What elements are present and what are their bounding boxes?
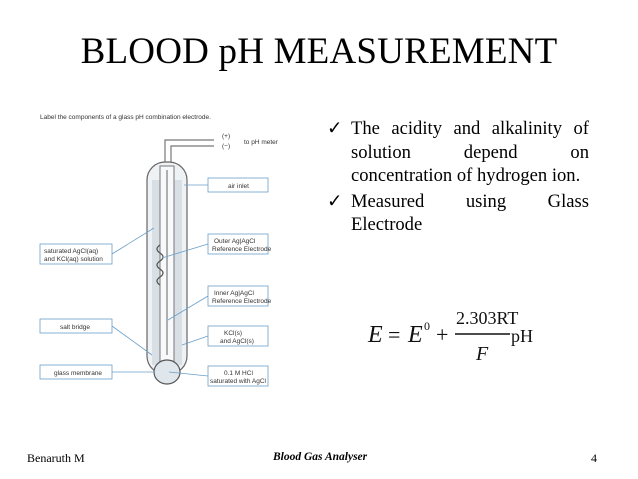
equation-suffix: pH	[511, 326, 533, 346]
label-inner-ref-2: Reference Electrode	[212, 298, 272, 305]
label-salt-bridge: salt bridge	[60, 324, 90, 331]
svg-text:=: =	[388, 322, 401, 347]
label-inner-ref-1: Inner Ag|AgCl	[214, 290, 254, 297]
terminal-plus: (+)	[222, 133, 231, 140]
diagram-heading: Label the components of a glass pH combination electrode.	[40, 114, 211, 121]
equation-e0-sup: 0	[424, 319, 430, 333]
slide-title: BLOOD pH MEASUREMENT	[80, 31, 558, 72]
label-kcl-1: KCl(s)	[224, 330, 243, 337]
label-saturated-2: and KCl(aq) solution	[44, 256, 103, 263]
bullet-item	[327, 117, 589, 188]
svg-text:+: +	[436, 322, 449, 347]
bullet-item	[327, 190, 589, 237]
label-hcl-2: saturated with AgCl	[210, 378, 267, 385]
label-outer-ref-1: Outer Ag|AgCl	[214, 238, 256, 245]
checkmark-icon: ✓	[327, 118, 343, 139]
equation-denominator: F	[476, 343, 489, 365]
equation-svg	[366, 290, 536, 370]
equation-lhs: E	[368, 322, 383, 348]
bullet-list	[327, 117, 589, 239]
checkmark-icon: ✓	[327, 190, 343, 212]
footer-page-number: 4	[591, 451, 597, 465]
electrode-diagram-svg	[34, 110, 324, 400]
bullet-text: The acidity and alkalinity of solution depend on concentration of hydrogen ion.	[351, 118, 589, 186]
bullet-text: Measured using Glass Electrode	[351, 190, 589, 235]
glass-bulb	[154, 360, 180, 384]
label-saturated-1: saturated AgCl(aq)	[44, 248, 99, 255]
label-glass-membrane: glass membrane	[54, 370, 103, 377]
terminal-minus: (−)	[222, 143, 231, 150]
label-air-inlet: air inlet	[228, 183, 249, 190]
meter-label: to pH meter	[244, 139, 278, 146]
label-kcl-2: and AgCl(s)	[220, 338, 254, 345]
equation-e0: E	[408, 322, 423, 348]
footer-subject: Blood Gas Analyser	[273, 451, 368, 463]
label-outer-ref-2: Reference Electrode	[212, 246, 272, 253]
nernst-equation	[366, 290, 536, 370]
footer-author: Benaruth M	[27, 451, 85, 465]
equation-numerator: 2.303RT	[456, 308, 519, 328]
electrode-diagram	[34, 110, 324, 400]
label-hcl-1: 0.1 M HCl	[224, 370, 253, 377]
